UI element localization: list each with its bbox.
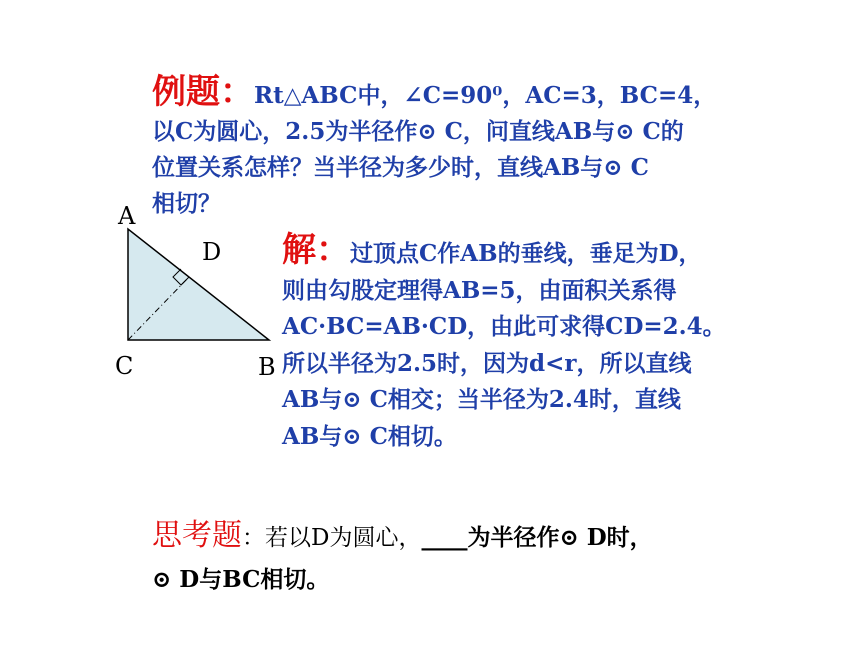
solution-text-5: AB与⊙ C相交；当半径为2.4时，直线 xyxy=(282,386,681,413)
vertex-label-c: C xyxy=(115,352,134,380)
think-text-3: ⊙ D与BC相切。 xyxy=(152,566,330,593)
triangle-abc xyxy=(128,229,269,340)
think-text-1: ：若以D为圆心， xyxy=(242,525,422,551)
example-text-2: 以C为圆心，2.5为半径作⊙ C，问直线AB与⊙ C的 xyxy=(152,118,684,145)
think-line-1 xyxy=(152,515,812,559)
answer-blank: ____ xyxy=(421,524,468,551)
solution xyxy=(282,232,782,455)
thinking-question xyxy=(152,515,812,600)
solution-label: 解： xyxy=(282,230,350,270)
example-label: 例题： xyxy=(152,72,254,112)
vertex-label-d: D xyxy=(202,238,222,266)
example-text-3: 位置关系怎样？当半径为多少时，直线AB与⊙ C xyxy=(152,154,649,181)
solution-text-6: AB与⊙ C相切。 xyxy=(282,422,457,450)
solution-text-3: AC·BC=AB·CD，由此可求得CD=2.4。 xyxy=(282,313,726,340)
example-text-1: Rt△ABC中，∠C=90⁰，AC=3，BC=4， xyxy=(254,82,717,109)
think-label: 思考题 xyxy=(152,518,242,553)
solution-line-1 xyxy=(282,232,782,273)
vertex-label-a: A xyxy=(118,202,136,230)
solution-text-4: 所以半径为2.5时，因为d<r，所以直线 xyxy=(282,349,692,377)
solution-text-2: 则由勾股定理得AB=5，由面积关系得 xyxy=(282,276,677,304)
solution-text-1: 过顶点C作AB的垂线，垂足为D， xyxy=(350,240,702,267)
think-text-2: 为半径作⊙ D时， xyxy=(467,524,653,551)
example-text-4: 相切？ xyxy=(152,190,221,217)
vertex-label-b: B xyxy=(258,353,276,381)
